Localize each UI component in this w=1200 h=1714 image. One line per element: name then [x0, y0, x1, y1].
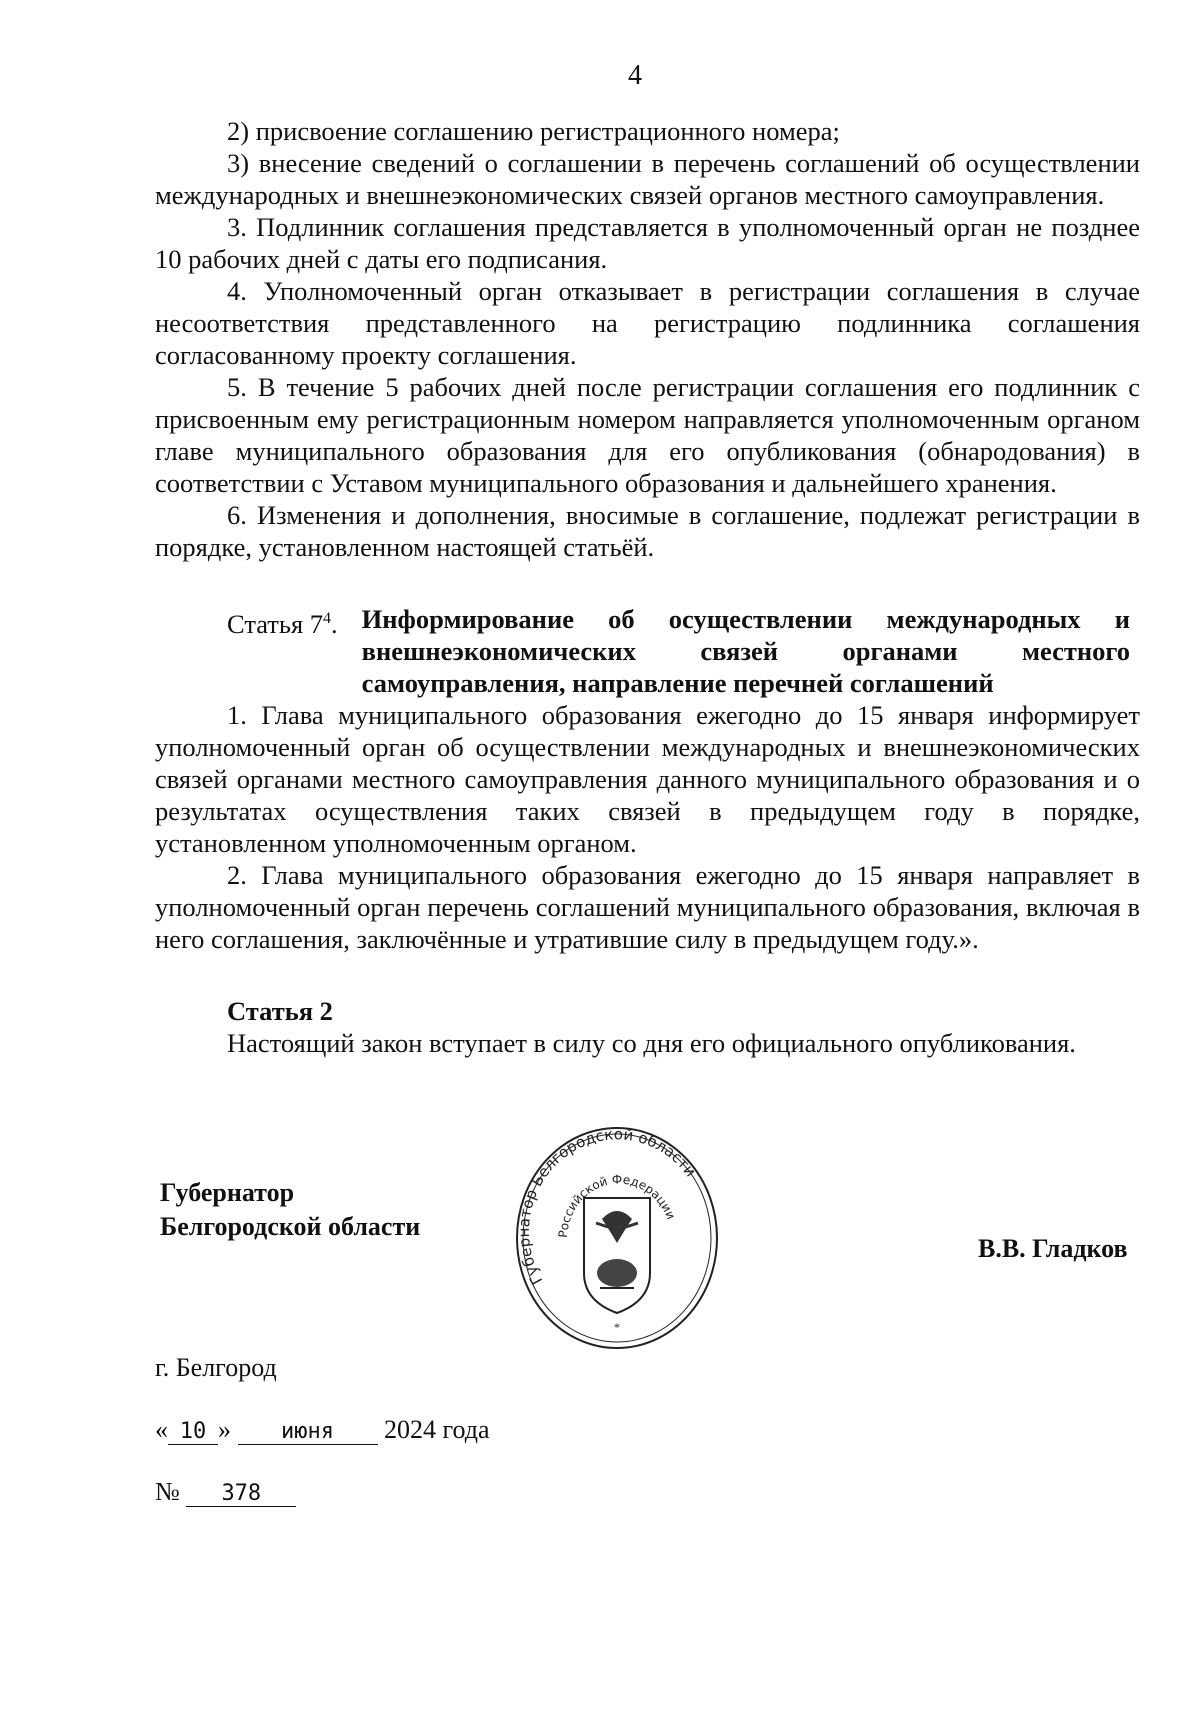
date-year: 2024 года [384, 1415, 490, 1444]
quote-mark: » [218, 1415, 231, 1444]
quote-mark: « [155, 1415, 168, 1444]
paragraph: 3) внесение сведений о соглашении в перечень соглашений об осуществлении международных и внешнеэкономических связей органов местного самоуправления. [155, 148, 1140, 210]
article-title: Информирование об осуществлении международных и внешнеэкономических связей органами местного самоуправления, направление перечней соглашений [361, 604, 1130, 698]
article-7-4-heading [227, 603, 1130, 699]
svg-text:*: * [614, 1320, 620, 1334]
city: г. Белгород [155, 1353, 277, 1382]
seal-outer-text: Губернатор Белгородской области [514, 1125, 700, 1288]
date-month: июня [238, 1419, 378, 1445]
seal-inner-text: Российской Федерации [555, 1172, 679, 1239]
article-2-text: Настоящий закон вступает в силу со дня его официального опубликования. [227, 1028, 1076, 1058]
paragraph: 2) присвоение соглашению регистрационного номера; [227, 116, 840, 146]
number-value: 378 [186, 1481, 296, 1507]
article-2-heading: Статья 2 [227, 996, 333, 1026]
coat-of-arms-icon [584, 1198, 650, 1313]
paragraph: 4. Уполномоченный орган отказывает в регистрации соглашения в случае несоответствия представленного на регистрацию подлинника соглашения согласованному проекту соглашения. [155, 276, 1140, 370]
signatory-name: В.В. Гладков [978, 1234, 1128, 1263]
article-label: Статья $7^4$. [227, 608, 338, 639]
document-date [155, 1415, 490, 1445]
number-sign: № [155, 1477, 180, 1506]
document-body [155, 115, 1140, 1059]
paragraph: 6. Изменения и дополнения, вносимые в соглашение, подлежат регистрации в порядке, установленном настоящей статьёй. [155, 500, 1140, 562]
date-day: 10 [168, 1419, 218, 1445]
paragraph: 2. Глава муниципального образования ежегодно до 15 января направляет в уполномоченный орган перечень соглашений муниципального образования, включая в него соглашения, заключённые и утратившие силу в предыдущем году.». [155, 860, 1140, 954]
official-seal [512, 1123, 722, 1353]
signature-title [160, 1176, 420, 1244]
page-number: 4 [628, 60, 642, 91]
signature-title-line: Губернатор [160, 1178, 295, 1207]
paragraph: 3. Подлинник соглашения представляется в уполномоченный орган не позднее 10 рабочих дней с даты его подписания. [155, 212, 1140, 274]
paragraph: 5. В течение 5 рабочих дней после регистрации соглашения его подлинник с присвоенным ему регистрационным номером направляется уполномоченным органом главе муниципального образования для его опубликования (обнародования) в соответствии с Уставом муниципального образования и дальнейшего хранения. [155, 372, 1140, 498]
document-number [155, 1477, 296, 1507]
signature-title-line: Белгородской области [160, 1212, 421, 1241]
paragraph: 1. Глава муниципального образования ежегодно до 15 января информирует уполномоченный орган об осуществлении международных и внешнеэкономических связей органами местного самоуправления данного муниципального образования и о результатах осуществления таких связей в предыдущем году в порядке, установленном уполномоченным органом. [155, 700, 1140, 858]
